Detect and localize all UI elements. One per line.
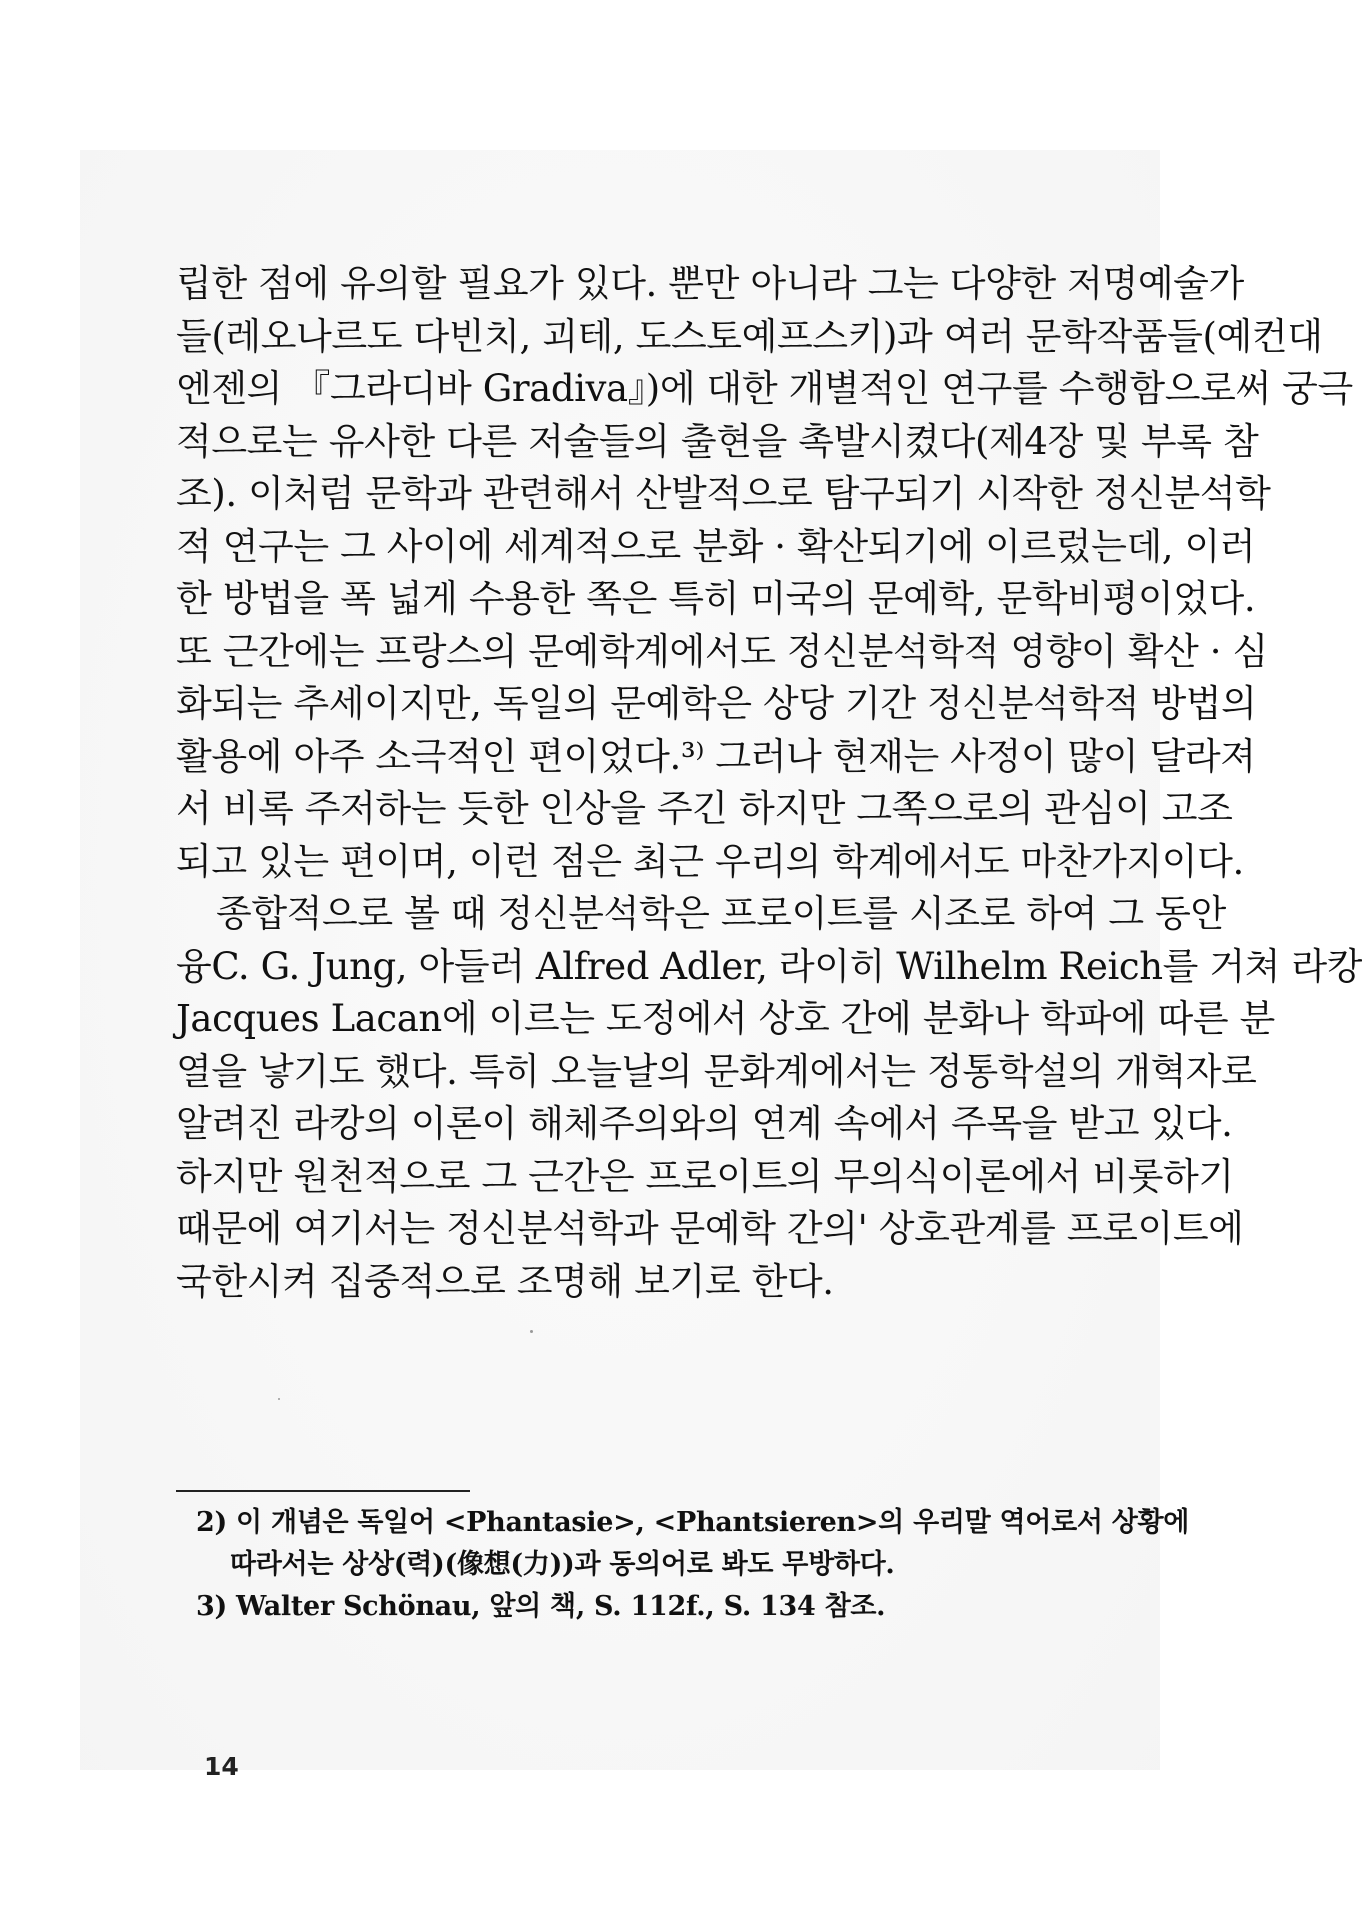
body-line: 되고 있는 편이며, 이런 점은 최근 우리의 학계에서도 마찬가지이다.	[176, 839, 1244, 883]
body-line: 종합적으로 볼 때 정신분석학은 프로이트를 시조로 하여 그 동안	[216, 892, 1226, 935]
body-line: 적 연구는 그 사이에 세계적으로 분화 · 확산되기에 이르렀는데, 이러	[176, 524, 1256, 568]
body-line: 화되는 추세이지만, 독일의 문예학은 상당 기간 정신분석학적 방법의	[176, 682, 1257, 725]
body-line: 활용에 아주 소극적인 편이었다.³⁾ 그러나 현재는 사정이 많이 달라져	[176, 734, 1256, 778]
body-line: 융C. G. Jung, 아들러 Alfred Adler, 라이히 Wilhelm Reich를 거쳐 라캉	[176, 944, 1362, 988]
footnotes	[196, 1502, 1190, 1628]
scan-speck	[530, 1330, 533, 1333]
body-line: 하지만 원천적으로 그 근간은 프로이트의 무의식이론에서 비롯하기	[176, 1154, 1234, 1198]
body-line: 립한 점에 유의할 필요가 있다. 뿐만 아니라 그는 다양한 저명예술가	[176, 262, 1244, 305]
body-line: 열을 낳기도 했다. 특히 오늘날의 문화계에서는 정통학설의 개혁자로	[176, 1049, 1257, 1093]
scan-speck	[278, 1398, 280, 1400]
body-line: 적으로는 유사한 다른 저술들의 출현을 촉발시켰다(제4장 및 부록 참	[176, 419, 1259, 463]
body-line: 때문에 여기서는 정신분석학과 문예학 간의' 상호관계를 프로이트에	[176, 1207, 1244, 1250]
body-line: 들(레오나르도 다빈치, 괴테, 도스토예프스키)과 여러 문학작품들(예컨대	[176, 314, 1323, 358]
body-line: 알려진 라캉의 이론이 해체주의와의 연계 속에서 주목을 받고 있다.	[176, 1102, 1233, 1145]
footnote-divider	[176, 1490, 470, 1492]
body-text	[176, 258, 1362, 1308]
footnote-2: 2) 이 개념은 독일어 <Phantasie>, <Phantsieren>의 우리말 역어로서 상황에	[196, 1507, 1190, 1538]
body-line: 서 비록 주저하는 듯한 인상을 주긴 하지만 그쪽으로의 관심이 고조	[176, 787, 1233, 830]
page-number: 14	[204, 1752, 239, 1781]
body-line: 또 근간에는 프랑스의 문예학계에서도 정신분석학적 영향이 확산 · 심	[176, 629, 1268, 673]
footnote-3: 3) Walter Schönau, 앞의 책, S. 112f., S. 134 참조.	[196, 1591, 886, 1622]
body-line: 한 방법을 폭 넓게 수용한 쪽은 특히 미국의 문예학, 문학비평이었다.	[176, 577, 1256, 620]
body-line: 엔젠의 『그라디바 Gradiva』)에 대한 개별적인 연구를 수행함으로써 궁극	[176, 367, 1353, 410]
footnote-2-continued: 따라서는 상상(력)(像想(力))과 동의어로 봐도 무방하다.	[230, 1549, 895, 1580]
body-line: Jacques Lacan에 이르는 도정에서 상호 간에 분화나 학파에 따른 분	[176, 997, 1275, 1040]
body-line: 국한시켜 집중적으로 조명해 보기로 한다.	[176, 1259, 834, 1303]
body-line: 조). 이처럼 문학과 관련해서 산발적으로 탐구되기 시작한 정신분석학	[176, 472, 1271, 515]
